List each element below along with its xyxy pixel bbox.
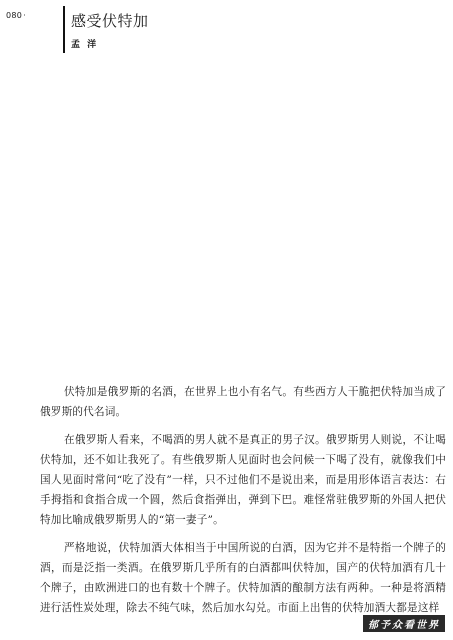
article-title: 感受伏特加 — [71, 12, 149, 30]
paragraph: 严格地说，伏特加酒大体相当于中国所说的白酒，因为它并不是特指一个牌子的酒，而是泛指一类酒。在俄罗斯几乎所有的白酒都叫伏特加，国产的伏特加酒有几十个牌子，由欧洲进口的也有数十个牌子。伏特加酒的酿制方法有两种。一种是将酒精进行活性炭处理，除去不纯气味，然后加水勾兑。市面上出售的伏特加酒大都是这样 — [40, 542, 446, 614]
page-number-value: 080 — [6, 11, 23, 20]
paragraph: 在俄罗斯人看来，不喝酒的男人就不是真正的男子汉。俄罗斯男人则说，不让喝伏特加，还不如让我死了。有些俄罗斯人见面时也会问候一下喝了没有，就像我们中国人见面时常问“吃了没有”一样，只不过他们不是说出来，而是用形体语言表达：右手拇指和食指合成一个圆，然后食指弹出，弹到下巴。难怪常驻俄罗斯的外国人把伏特加比喻成俄罗斯男人的“第一妻子”。 — [40, 434, 446, 526]
watermark-stamp: 郁予众看世界 — [363, 615, 445, 632]
paragraph: 伏特加是俄罗斯的名酒，在世界上也小有名气。有些西方人干脆把伏特加当成了俄罗斯的代名词。 — [40, 386, 446, 418]
article-author: 孟 洋 — [71, 40, 99, 50]
page-number-dot: · — [23, 11, 27, 20]
page-number — [6, 11, 26, 20]
header-vertical-rule — [63, 6, 65, 53]
article-body — [40, 382, 446, 626]
